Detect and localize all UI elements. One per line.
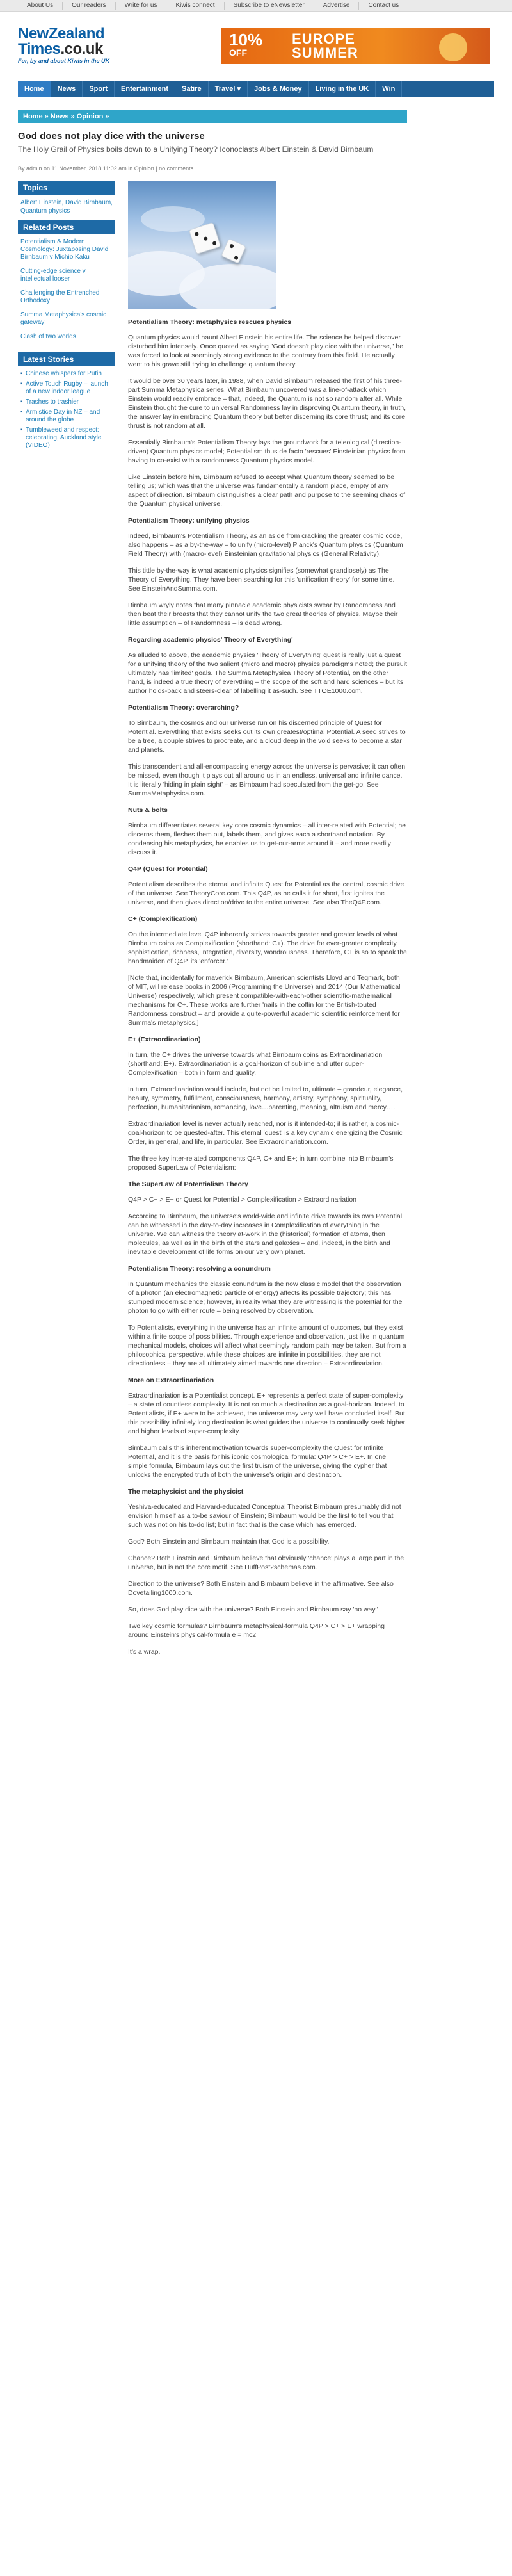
- article-paragraph: Indeed, Birnbaum's Potentialism Theory, as an aside from cracking the greater cosmic code, also happens – as a by-the-way – to unify (micro-level) Planck's Quantum physics (Quantum Field Theory) with (macro-level) Einsteinian gravitational physics (General Relativity).: [128, 532, 403, 558]
- related-posts-list: [18, 238, 115, 352]
- ad-line2: SUMMER: [292, 45, 358, 61]
- nav-entertainment[interactable]: Entertainment: [115, 81, 175, 97]
- article-paragraph: To Potentialists, everything in the universe has an infinite amount of outcomes, but they exist within a finite scope of possibilities. Through experience and observation, just like in quantum mechanical models, choices will affect what seemingly random path may be taken. But from a philosophical perspective, while these choices are infinite in possibilities, they are not directionless – they are all ultimately aimed towards one direction – Extraordinariation.: [128, 1324, 406, 1367]
- logo-line1: NewZealand: [18, 25, 105, 42]
- logo-domain: .co.uk: [60, 40, 103, 58]
- section-heading: Potentialism Theory: overarching?: [128, 704, 239, 712]
- top-utility-bar: [0, 0, 512, 12]
- nav-jobs[interactable]: Jobs & Money: [248, 81, 309, 97]
- nav-travel[interactable]: Travel ▾: [209, 81, 248, 97]
- nav-sport[interactable]: Sport: [83, 81, 115, 97]
- related-posts-heading: Related Posts: [18, 220, 115, 234]
- section-heading: Potentialism Theory: unifying physics: [128, 517, 250, 525]
- article-paragraph: The three key inter-related components Q4P, C+ and E+; in turn combine into Birnbaum's proposed SuperLaw of Potentialism:: [128, 1155, 394, 1171]
- nav-win[interactable]: Win: [376, 81, 402, 97]
- ad-headline: [292, 32, 358, 60]
- related-post-link[interactable]: Potentialism & Modern Cosmology: Juxtaposing David Birnbaum v Michio Kaku: [20, 238, 109, 261]
- related-post-link[interactable]: Summa Metaphysica's cosmic gateway: [20, 311, 107, 326]
- dice-icon: [221, 238, 246, 264]
- article-subtitle: The Holy Grail of Physics boils down to a Unifying Theory? Iconoclasts Albert Einstein & David Birnbaum: [18, 145, 374, 154]
- logo-times: Times: [18, 40, 61, 58]
- section-heading: Nuts & bolts: [128, 806, 168, 814]
- site-logo[interactable]: [18, 26, 127, 64]
- logo-line2: [18, 42, 127, 56]
- latest-stories-heading: Latest Stories: [18, 352, 115, 366]
- article-paragraph: Extraordinariation level is never actually reached, nor is it intended-to; it is rather, a cosmic-goal-horizon to be quested-after. This eternal 'quest' is a key dynamic energizing the Cosmic Order, in general, and life, in particular. See Extraordinariation.com.: [128, 1120, 403, 1146]
- article-paragraph: Essentially Birnbaum's Potentialism Theory lays the groundwork for a teleological (direction-driven) Quantum physics model; Potentialism thus de facto 'rescues' Einsteinian physics from having to co-exist with a randomness Quantum physics model.: [128, 439, 406, 464]
- article-sections: [128, 318, 407, 1656]
- topbar-link-readers[interactable]: Our readers: [63, 2, 115, 10]
- related-post-link[interactable]: Challenging the Entrenched Orthodoxy: [20, 289, 100, 304]
- logo-tagline: For, by and about Kiwis in the UK: [18, 58, 110, 64]
- topics-heading: Topics: [18, 181, 115, 195]
- latest-stories-list: [18, 370, 115, 457]
- section-heading: The metaphysicist and the physicist: [128, 1488, 244, 1496]
- sidebar: [18, 181, 115, 457]
- topbar-link-contact[interactable]: Contact us: [359, 2, 408, 10]
- topbar-link-write[interactable]: Write for us: [116, 2, 167, 10]
- article-body: [128, 181, 407, 1664]
- article-paragraph: As alluded to above, the academic physics 'Theory of Everything' quest is really just a quest for a unifying theory of the two salient (micro and macro) physics paradigms noted; the pursuit ultimately has 'limited' goals. The Summa Metaphysica Theory of Potential, on the other hand, is indeed a true theory of everything – the scope of the soft and hard sciences – but its author holds-back and steers-clear of labelling it as-such. See TTOE1000.com.: [128, 651, 407, 695]
- article-title: God does not play dice with the universe: [18, 131, 205, 142]
- nav-news[interactable]: News: [51, 81, 83, 97]
- section-heading: C+ (Complexification): [128, 915, 198, 923]
- article-paragraph: Birnbaum calls this inherent motivation towards super-complexity the Quest for Infinite Potential, and it is the basis for his iconic cosmological formula: Q4P > C+ > E+. In one simple formula, Birnbaum lays out the first truism of the universe, giving the cypher that unlocks the encrypted truth of both the universe's origin and destination.: [128, 1444, 387, 1479]
- article-paragraph: Quantum physics would haunt Albert Einstein his entire life. The science he helped discover disturbed him intensely. Once quoted as saying "God doesn't play dice with the universe," he was forced to look at seemingly strong evidence to the contrary from this field. He actually went to his grave still trying to challenge quantum theory.: [128, 334, 404, 368]
- article-paragraph: It would be over 30 years later, in 1988, when David Birnbaum released the first of his three-part Summa Metaphysica series. What Birnbaum uncovered was a line-of-attack which Einstein would readily embrace – that, indeed, the Quantum is not so random after all. While Einstein thought the cure to universal Randomness lay in disproving Quantum theory, in truth, the answer lay in embracing Quantum theory but better discerning its core thrust; and its core thrust is not random at all.: [128, 377, 406, 430]
- section-heading: Potentialism Theory: metaphysics rescues physics: [128, 318, 292, 326]
- section-heading: E+ (Extraordinariation): [128, 1036, 201, 1043]
- breadcrumb[interactable]: Home » News » Opinion »: [18, 110, 407, 123]
- article-paragraph: God? Both Einstein and Birnbaum maintain that God is a possibility.: [128, 1538, 330, 1545]
- article-paragraph: This tittle by-the-way is what academic physics signifies (somewhat grandiosely) as The Theory of Everything. They have been searching for this 'unification theory' for some time. See EinsteinAndSumma.com.: [128, 567, 395, 592]
- ad-pct-sub: OFF: [229, 47, 247, 58]
- article-paragraph: According to Birnbaum, the universe's world-wide and infinite drive towards its own Potential can be witnessed in the day-to-day increases in Complexification of everything in the universe. We can witness the theory at-work in the (historical) formation of atoms, then molecules, as well as in the birth of the stars and galaxies – and, indeed, in the birth and inevitable development of life forms on our very own planet.: [128, 1212, 403, 1256]
- topics-tags[interactable]: Albert Einstein, David Birnbaum, Quantum physics: [20, 199, 113, 215]
- ad-discount: [229, 32, 262, 58]
- article-paragraph: On the intermediate level Q4P inherently strives towards greater and greater levels of what Birnbaum coins as Complexification (shorthand: C+). The drive for ever-greater complexity, sophistication, richness, integration, diversity, wondrousness. Therefore, C+ is so to speak the handmaiden of Q4P, its 'enforcer.': [128, 931, 407, 965]
- article-paragraph: Yeshiva-educated and Harvard-educated Conceptual Theorist Birnbaum presumably did not envision himself as a to-be saviour of Einstein; Birnbaum would be the first to tell you that such was not on his to-do list; but in fact that is the case which has emerged.: [128, 1503, 401, 1529]
- latest-story-link[interactable]: ▪ Chinese whispers for Putin: [20, 370, 113, 378]
- article-paragraph: It's a wrap.: [128, 1648, 161, 1656]
- related-post-link[interactable]: Clash of two worlds: [20, 333, 76, 340]
- related-post-link[interactable]: Cutting-edge science v intellectual looser: [20, 268, 86, 282]
- article-paragraph: Like Einstein before him, Birnbaum refused to accept what Quantum theory seemed to be telling us; which was that the universe was fundamentally a random place, empty of any aspect of direction. Birnbaum distinguishes a clear path and purpose to the seeming chaos of the Quantum physical universe.: [128, 473, 406, 508]
- article-paragraph: Birnbaum differentiates several key core cosmic dynamics – all inter-related with Potential; he discerns them, fleshes them out, labels them, and gives each a shorthand notation. By condensing his metaphysics, he enables us to get-our-arms around it – and more readily discuss it.: [128, 822, 406, 856]
- main-nav: [18, 81, 494, 97]
- topbar-link-advertise[interactable]: Advertise: [314, 2, 360, 10]
- article-paragraph: So, does God play dice with the universe? Both Einstein and Birnbaum say 'no way.': [128, 1606, 378, 1613]
- article-paragraph: [Note that, incidentally for maverick Birnbaum, American scientists Lloyd and Tegmark, both of MIT, will release books in 2006 (Programming the Universe) and 2014 (Our Mathematical Universe) respectively, which present compatible-with-each-other scientific-mathematical mechanisms for C+. These works are further 'nails in the coffin for the British-touted Randomness construct – and provide a quite-powerful academic scientific reinforcement for Summa's metaphysics.]: [128, 974, 401, 1027]
- article-paragraph: Two key cosmic formulas? Birnbaum's metaphysical-formula Q4P > C+ > E+ wrapping around Einstein's physical-formula e = mc2: [128, 1622, 385, 1639]
- article-paragraph: In Quantum mechanics the classic conundrum is the now classic model that the observation of a photon (an electromagnetic particle of energy) affects its possible trajectory; this has stumped modern science; however, in reality what they are witnessing is the potential for the photon to go with either route – being resolved by observation.: [128, 1280, 403, 1315]
- latest-story-link[interactable]: ▪ Active Touch Rugby – launch of a new indoor league: [20, 380, 113, 396]
- article-paragraph: Extraordinariation is a Potentialist concept. E+ represents a perfect state of super-complexity – a state of countless complexity. It is not so much a destination as a goal-horizon. Indeed, to Potentialists, if E+ were to be achieved, the universe may very well have concluded itself. But this possibility infinitely long destination is what guides the universe to continually seek higher and higher levels of super-complexity.: [128, 1392, 406, 1435]
- nav-home[interactable]: Home: [18, 81, 51, 97]
- topbar-link-kiwis[interactable]: Kiwis connect: [166, 2, 224, 10]
- article-paragraph: To Birnbaum, the cosmos and our universe run on his discerned principle of Quest for Potential. Everything that exists seeks out its own greatest/optimal Potential. A seed strives to be a tree, a couple strives to procreate, and a cloud deep in the void seeks to become a star and planets.: [128, 719, 406, 754]
- article-hero-image: [128, 181, 276, 309]
- latest-story-link[interactable]: ▪ Tumbleweed and respect: celebrating, Auckland style (VIDEO): [20, 427, 113, 450]
- article-paragraph: In turn, the C+ drives the universe towards what Birnbaum coins as Extraordinariation (shorthand: E+). Extraordinariation is a goal-horizon of sublime and utter super-Complexification – both in form and quality.: [128, 1051, 383, 1077]
- section-heading: The SuperLaw of Potentialism Theory: [128, 1180, 248, 1188]
- nav-satire[interactable]: Satire: [175, 81, 209, 97]
- article-paragraph: Direction to the universe? Both Einstein and Birnbaum believe in the affirmative. See also Dovetailing1000.com.: [128, 1580, 394, 1597]
- article-paragraph: Birnbaum wryly notes that many pinnacle academic physicists swear by Randomness and then beat their breasts that they cannot unify the two great theories of physics. Maybe their little assumption – of Randomness – is dead wrong.: [128, 601, 398, 627]
- topbar-link-subscribe[interactable]: Subscribe to eNewsletter: [225, 2, 314, 10]
- article-paragraph: Potentialism describes the eternal and infinite Quest for Potential as the central, cosmic drive of the universe. See TheoryCore.com. This Q4P, as he calls it for short, first ignites the universe, and then gives direction/drive to the entire universe. See also TheQ4P.com.: [128, 881, 404, 906]
- section-heading: Q4P (Quest for Potential): [128, 865, 208, 873]
- latest-story-link[interactable]: ▪ Armistice Day in NZ – and around the globe: [20, 409, 113, 424]
- section-heading: Regarding academic physics' Theory of Everything': [128, 636, 293, 644]
- ad-line1: EUROPE: [292, 31, 355, 47]
- section-heading: More on Extraordinariation: [128, 1376, 214, 1384]
- nav-living[interactable]: Living in the UK: [309, 81, 376, 97]
- section-heading: Potentialism Theory: resolving a conundrum: [128, 1265, 271, 1273]
- article-paragraph: This transcendent and all-encompassing energy across the universe is pervasive; it can often be missed, even though it plays out all around us in an endless, universal and infinite dance. It is literally 'hiding in plain sight' – as Birnbaum had speculated from the get-go. See SummaMetaphysica.com.: [128, 763, 406, 797]
- ad-pct: 10%: [229, 30, 263, 49]
- site-header: [0, 12, 512, 67]
- topbar-link-about[interactable]: About Us: [18, 2, 63, 10]
- article-paragraph: In turn, Extraordinariation would include, but not be limited to, ultimate – grandeur, elegance, beauty, symmetry, fulfillment, consciousness, harmony, artistry, symphony, spirituality, perfection, humanitarianism, romancing, love…parenting, meaning, altruism and mercy….: [128, 1086, 403, 1111]
- latest-story-link[interactable]: ▪ Trashes to trashier: [20, 398, 113, 406]
- article-paragraph: Q4P > C+ > E+ or Quest for Potential > Complexification > Extraordinariation: [128, 1196, 356, 1203]
- ad-sun-graphic: [439, 33, 467, 61]
- article-byline: By admin on 11 November, 2018 11:02 am in Opinion | no comments: [18, 165, 194, 172]
- header-ad-banner[interactable]: [221, 28, 490, 64]
- article-paragraph: Chance? Both Einstein and Birnbaum believe that obviously 'chance' plays a large part in the universe, but is not the core motif. See HuffPost2schemas.com.: [128, 1554, 404, 1571]
